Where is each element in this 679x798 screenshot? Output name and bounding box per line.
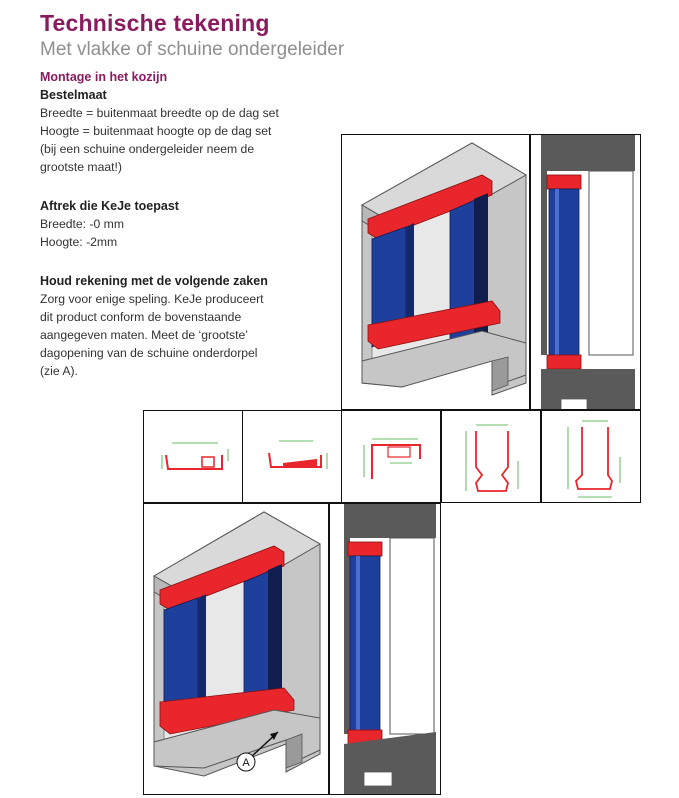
top-cross-section: [530, 134, 641, 410]
page-subtitle: Met vlakke of schuine ondergeleider: [40, 39, 345, 60]
montage-line: Hoogte = buitenmaat hoogte op de dag set: [40, 124, 272, 138]
profile-drawing-4: [441, 410, 541, 503]
montage-section: [40, 68, 340, 176]
montage-line: grootste maat!): [40, 160, 122, 174]
houd-line: Zorg voor enige speling. KeJe produceert: [40, 292, 264, 306]
houd-heading: Houd rekening met de volgende zaken: [40, 274, 268, 288]
houd-line: dit product conform de bovenstaande: [40, 310, 242, 324]
bottom-3d-drawing: [143, 503, 329, 795]
callout-label-a: A: [242, 757, 250, 769]
profile-drawing-1: [143, 410, 243, 503]
page-title: Technische tekening: [40, 10, 270, 36]
aftrek-heading: Aftrek die KeJe toepast: [40, 199, 179, 213]
montage-line: (bij een schuine ondergeleider neem de: [40, 142, 255, 156]
houd-section: [40, 272, 340, 380]
profile-drawing-5: [541, 410, 641, 503]
bottom-cross-section: [329, 503, 441, 795]
houd-line: aangegeven maten. Meet de ‘grootste’: [40, 328, 249, 342]
profile-drawing-2: [242, 410, 342, 503]
montage-line: Breedte = buitenmaat breedte op de dag set: [40, 106, 279, 120]
montage-heading: Montage in het kozijn: [40, 70, 168, 84]
bestelmaat-heading: Bestelmaat: [40, 88, 107, 102]
aftrek-section: [40, 197, 340, 251]
top-3d-drawing: [341, 134, 530, 410]
aftrek-line: Hoogte: -2mm: [40, 235, 118, 249]
houd-line: dagopening van de schuine onderdorpel: [40, 346, 258, 360]
profile-drawing-3: [341, 410, 441, 503]
aftrek-line: Breedte: -0 mm: [40, 217, 124, 231]
houd-line: (zie A).: [40, 364, 78, 378]
